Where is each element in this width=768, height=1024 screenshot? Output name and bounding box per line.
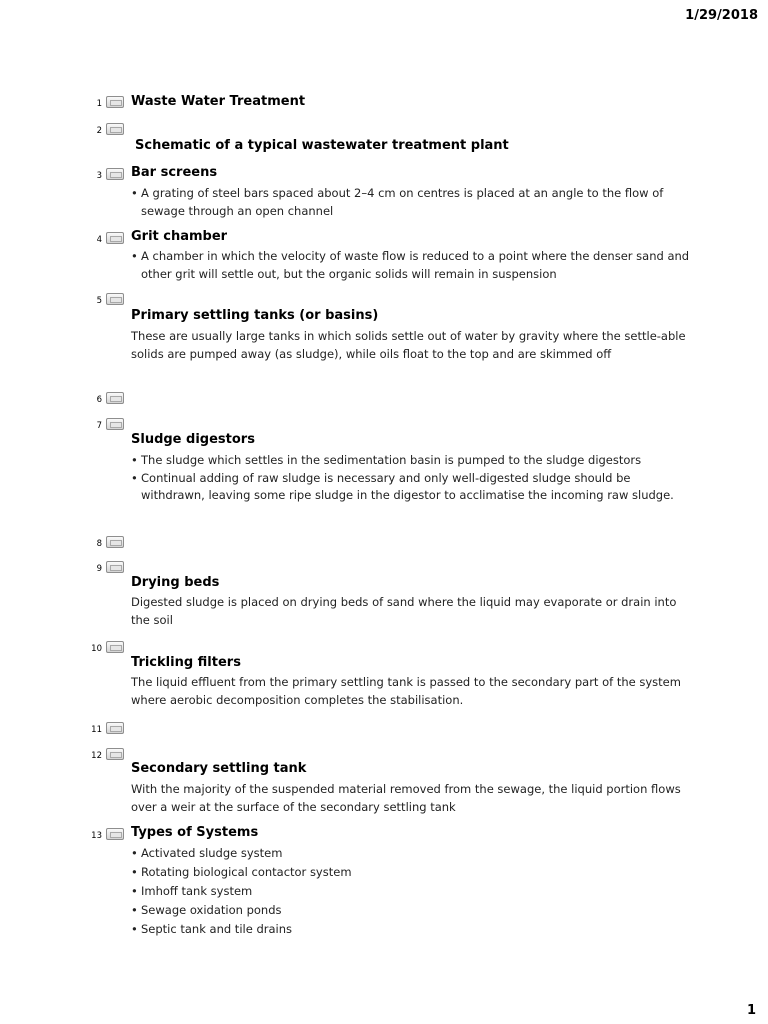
- slide-title: Waste Water Treatment: [131, 94, 306, 109]
- slide-thumbnail-icon[interactable]: [106, 168, 124, 180]
- slide-title: Grit chamber: [131, 229, 228, 244]
- slide-title: Types of Systems: [131, 825, 259, 840]
- page-number: 1: [746, 1003, 756, 1018]
- header-date: 1/29/2018: [685, 8, 758, 23]
- slide-number: 8: [96, 539, 102, 549]
- slide-thumbnail-icon[interactable]: [106, 392, 124, 404]
- slide-number: 10: [91, 644, 102, 654]
- slide-thumbnail-icon[interactable]: [106, 232, 124, 244]
- slide-number: 1: [96, 99, 102, 109]
- slide-thumbnail-icon[interactable]: [106, 722, 124, 734]
- slide-thumbnail-icon[interactable]: [106, 293, 124, 305]
- slide-body: With the majority of the suspended material removed from the sewage, the liquid portion flows over a weir at the surface of the secondary settling tank: [131, 782, 681, 814]
- slide-title: Trickling filters: [131, 655, 241, 670]
- bullet-item: • Activated sludge system: [131, 844, 691, 863]
- slide-number: 13: [91, 831, 102, 841]
- bullet-item: • A chamber in which the velocity of waste flow is reduced to a point where the denser sand and other grit will settle out, but the organic solids will remain in suspension: [131, 248, 691, 283]
- slide-title: Bar screens: [131, 165, 218, 180]
- bullet-list: [131, 185, 691, 220]
- slide-thumbnail-icon[interactable]: [106, 828, 124, 840]
- slide-thumbnail-icon[interactable]: [106, 561, 124, 573]
- bullet-item: • Rotating biological contactor system: [131, 863, 691, 882]
- slide-number: 5: [96, 296, 102, 306]
- bullet-item: • Septic tank and tile drains: [131, 920, 691, 939]
- slide-thumbnail-icon[interactable]: [106, 418, 124, 430]
- slide-thumbnail-icon[interactable]: [106, 748, 124, 760]
- slide-title: Schematic of a typical wastewater treatment plant: [135, 138, 509, 153]
- slide-thumbnail-icon[interactable]: [106, 96, 124, 108]
- slide-thumbnail-icon[interactable]: [106, 536, 124, 548]
- slide-number: 12: [91, 751, 102, 761]
- bullet-item: • Imhoff tank system: [131, 882, 691, 901]
- slide-number: 9: [96, 564, 102, 574]
- slide-body: Digested sludge is placed on drying beds of sand where the liquid may evaporate or drain into the soil: [131, 595, 677, 627]
- bullet-list: [131, 844, 691, 939]
- bullet-item: • Continual adding of raw sludge is necessary and only well-digested sludge should be withdrawn, leaving some ripe sludge in the digestor to acclimatise the incoming raw sludge.: [131, 470, 691, 505]
- slide-title: Secondary settling tank: [131, 761, 307, 776]
- bullet-item: • A grating of steel bars spaced about 2–4 cm on centres is placed at an angle to the flow of sewage through an open channel: [131, 185, 691, 220]
- bullet-item: • Sewage oxidation ponds: [131, 901, 691, 920]
- slide-body: These are usually large tanks in which solids settle out of water by gravity where the settle-able solids are pumped away (as sludge), while oils float to the top and are skimmed off: [131, 329, 686, 361]
- slide-body: The liquid effluent from the primary settling tank is passed to the secondary part of the system where aerobic decomposition completes the stabilisation.: [131, 675, 681, 707]
- slide-number: 7: [96, 421, 102, 431]
- bullet-list: [131, 452, 691, 505]
- slide-title: Drying beds: [131, 575, 220, 590]
- bullet-list: [131, 248, 691, 283]
- slide-thumbnail-icon[interactable]: [106, 123, 124, 135]
- slide-number: 11: [91, 725, 102, 735]
- slide-thumbnail-icon[interactable]: [106, 641, 124, 653]
- slide-number: 6: [96, 395, 102, 405]
- slide-number: 3: [96, 171, 102, 181]
- slide-number: 4: [96, 235, 102, 245]
- slide-number: 2: [96, 126, 102, 136]
- slide-title: Sludge digestors: [131, 432, 255, 447]
- bullet-item: • The sludge which settles in the sedimentation basin is pumped to the sludge digestors: [131, 452, 691, 470]
- slide-title: Primary settling tanks (or basins): [131, 308, 379, 323]
